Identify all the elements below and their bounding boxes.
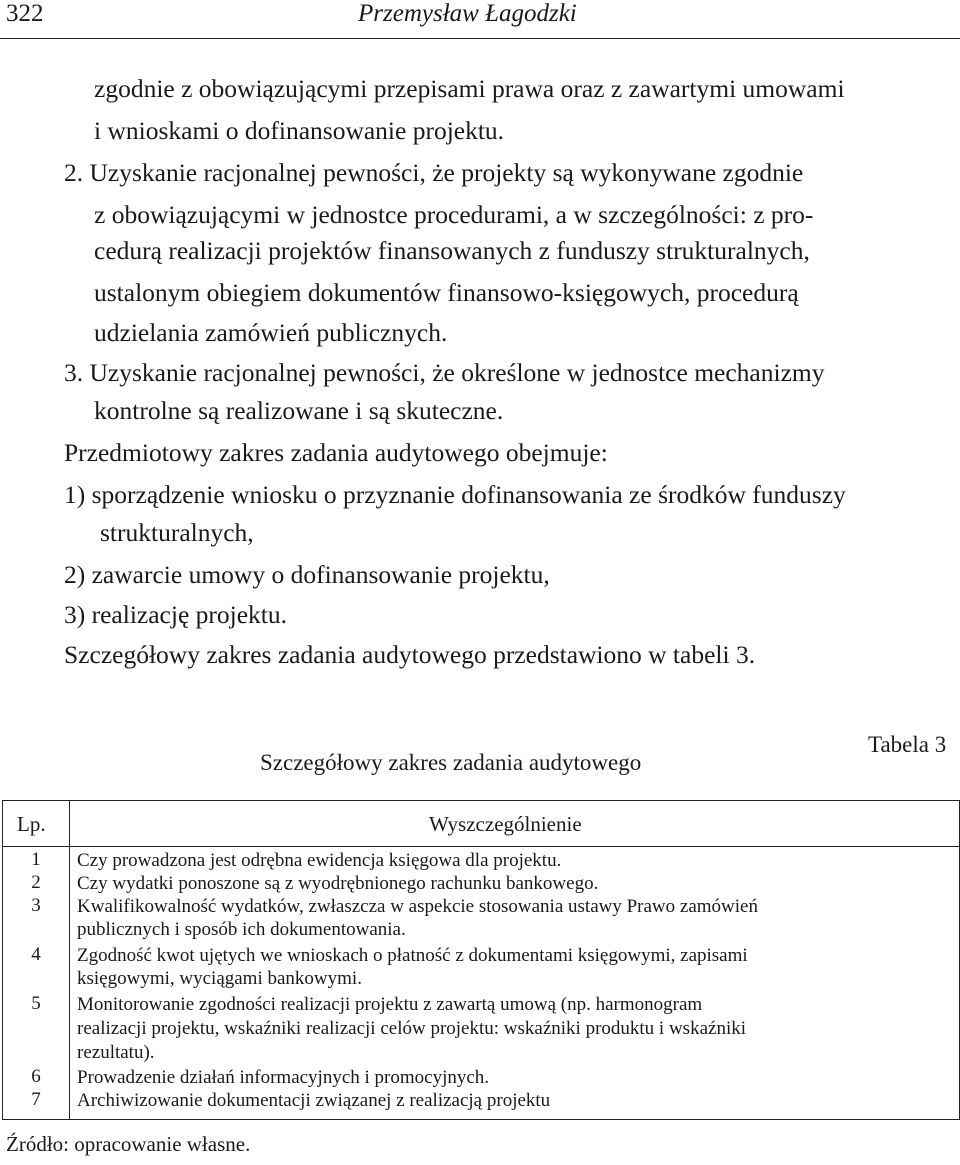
body-line: 1) sporządzenie wniosku o przyznanie dofinansowania ze środków funduszy	[64, 480, 846, 509]
row-text: Czy prowadzona jest odrębna ewidencja księgowa dla projektu.	[77, 850, 562, 871]
row-text: realizacji projektu, wskaźniki realizacji celów projektu: wskaźniki produktu i wskaźniki	[77, 1018, 746, 1039]
body-line: 3. Uzyskanie racjonalnej pewności, że określone w jednostce mechanizmy	[64, 358, 825, 387]
row-text: księgowymi, wyciągami bankowymi.	[77, 968, 362, 989]
body-line: 2) zawarcie umowy o dofinansowanie projektu,	[64, 560, 550, 589]
body-line: 2. Uzyskanie racjonalnej pewności, że projekty są wykonywane zgodnie	[64, 158, 804, 187]
row-text: rezultatu).	[77, 1042, 155, 1063]
row-number: 2	[31, 872, 41, 893]
page-number: 322	[6, 0, 44, 27]
body-line: z obowiązującymi w jednostce procedurami, a w szczególności: z pro-	[94, 200, 814, 229]
body-line: kontrolne są realizowane i są skuteczne.	[94, 396, 504, 425]
body-line: Szczegółowy zakres zadania audytowego przedstawiono w tabeli 3.	[64, 640, 756, 669]
row-text: Kwalifikowalność wydatków, zwłaszcza w aspekcie stosowania ustawy Prawo zamówień	[77, 896, 758, 917]
row-number: 1	[31, 849, 41, 870]
column-divider	[69, 801, 70, 1119]
body-line: Przedmiotowy zakres zadania audytowego obejmuje:	[64, 438, 608, 467]
row-number: 6	[31, 1066, 41, 1087]
table-title: Szczegółowy zakres zadania audytowego	[260, 750, 642, 775]
page-header	[0, 0, 960, 39]
body-line: 3) realizację projektu.	[64, 600, 288, 629]
running-author: Przemysław Łagodzki	[358, 0, 577, 27]
body-line: zgodnie z obowiązującymi przepisami prawa oraz z zawartymi umowami	[94, 74, 845, 103]
table-source: Źródło: opracowanie własne.	[6, 1132, 251, 1156]
row-text: publicznych i sposób ich dokumentowania.	[77, 919, 406, 940]
body-line: udzielania zamówień publicznych.	[94, 318, 448, 347]
row-text: Monitorowanie zgodności realizacji projektu z zawartą umową (np. harmonogram	[77, 994, 703, 1015]
row-text: Archiwizowanie dokumentacji związanej z realizacją projektu	[77, 1090, 551, 1111]
header-divider	[3, 846, 959, 847]
row-number: 7	[31, 1089, 41, 1110]
row-text: Czy wydatki ponoszone są z wyodrębnionego rachunku bankowego.	[77, 873, 599, 894]
row-number: 3	[31, 895, 41, 916]
table-caption: Tabela 3	[868, 732, 947, 757]
header-description: Wyszczególnienie	[429, 812, 582, 836]
body-line: ustalonym obiegiem dokumentów finansowo-księgowych, procedurą	[94, 278, 799, 307]
body-line: cedurą realizacji projektów finansowanych z funduszy strukturalnych,	[94, 236, 810, 265]
data-table	[2, 800, 960, 1120]
row-number: 4	[31, 944, 41, 965]
body-line: i wnioskami o dofinansowanie projektu.	[94, 116, 505, 145]
body-line: strukturalnych,	[100, 518, 254, 547]
row-number: 5	[31, 993, 41, 1014]
row-text: Prowadzenie działań informacyjnych i promocyjnych.	[77, 1067, 490, 1088]
row-text: Zgodność kwot ujętych we wnioskach o płatność z dokumentami księgowymi, zapisami	[77, 945, 748, 966]
header-lp: Lp.	[17, 812, 46, 836]
